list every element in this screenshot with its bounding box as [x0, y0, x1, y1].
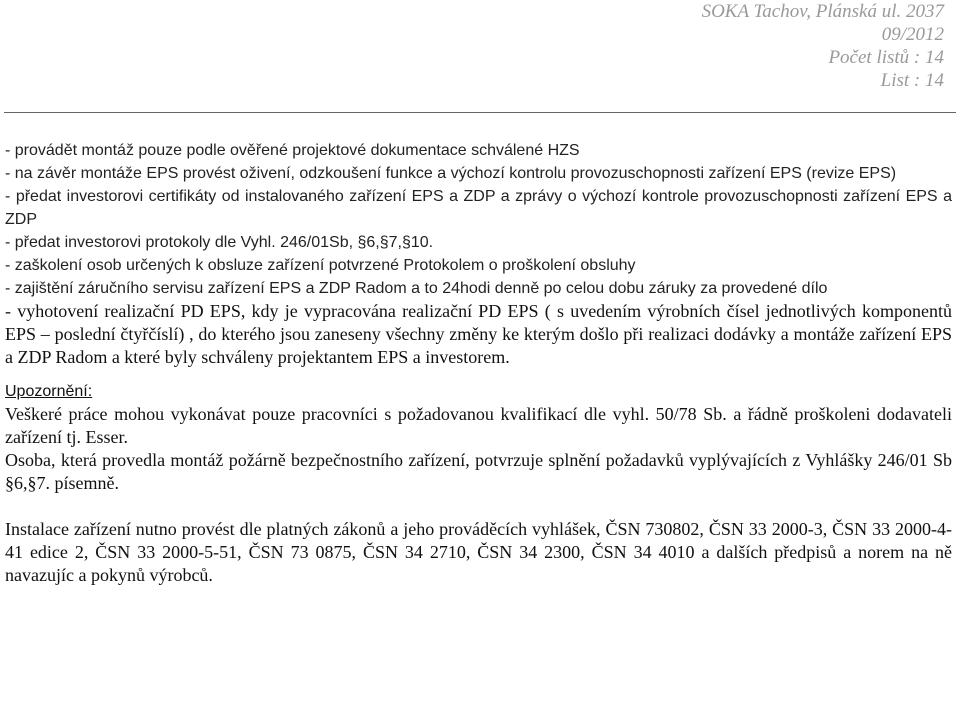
header-page-number: List : 14 [880, 70, 944, 91]
paragraph-warranty-service: - zajištění záručního servisu zařízení EPS a ZDP Radom a to 24hodi denně po celou dobu záruky za provedené dílo [5, 280, 828, 297]
notice-confirmation: Osoba, která provedla montáž požárně bezpečnostního zařízení, potvrzuje splnění požadavků vyplývajících z Vyhlášky 246/01 Sb §6,§7. písemně. [5, 450, 952, 493]
spacer [5, 369, 952, 380]
notice-heading: Upozornění: [5, 383, 93, 400]
paragraph-training: - zaškolení osob určených k obsluze zařízení potvrzené Protokolem o proškolení obsluhy [5, 257, 636, 274]
document-header [702, 0, 944, 92]
header-organization: SOKA Tachov, Plánská ul. 2037 [701, 1, 944, 22]
header-divider [4, 112, 956, 113]
document-body [5, 139, 952, 587]
header-page-count: Počet listů : 14 [828, 47, 944, 68]
paragraph-project-docs: - provádět montáž pouze podle ověřené projektové dokumentace schválené HZS [5, 142, 580, 159]
paragraph-certificates: - předat investorovi certifikáty od instalovaného zařízení EPS a ZDP a zprávy o výchozí kontrole provozuschopnosti zařízení EPS a ZDP [5, 188, 952, 228]
paragraph-realization-docs: - vyhotovení realizační PD EPS, kdy je vypracována realizační PD EPS ( s uvedením výrobních čísel jednotlivých komponentů EPS – poslední čtyřčíslí) , do kterého jsou zaneseny všechny změny ke kterým došlo při realizaci dodávky a montáže zařízení EPS a ZDP Radom a které byly schváleny projektantem EPS a investorem. [5, 301, 952, 367]
header-date: 09/2012 [881, 24, 944, 45]
closing-standards: Instalace zařízení nutno provést dle platných zákonů a jeho prováděcích vyhlášek, ČSN 730802, ČSN 33 2000-3, ČSN 33 2000-4-41 edice 2, ČSN 33 2000-5-51, ČSN 73 0875, ČSN 34 2710, ČSN 34 2300, ČSN 34 4010 a dalších předpisů a norem na ně navazujíc a pokynů výrobců. [5, 519, 952, 585]
paragraph-commissioning: - na závěr montáže EPS provést oživení, odzkoušení funkce a výchozí kontrolu provozuschopnosti zařízení EPS (revize EPS) [5, 165, 897, 182]
paragraph-protocols: - předat investorovi protokoly dle Vyhl. 246/01Sb, §6,§7,§10. [5, 234, 434, 251]
notice-qualification: Veškeré práce mohou vykonávat pouze pracovníci s požadovanou kvalifikací dle vyhl. 50/78 Sb. a řádně proškoleni dodavateli zařízení tj. Esser. [5, 404, 952, 447]
spacer [5, 495, 952, 518]
